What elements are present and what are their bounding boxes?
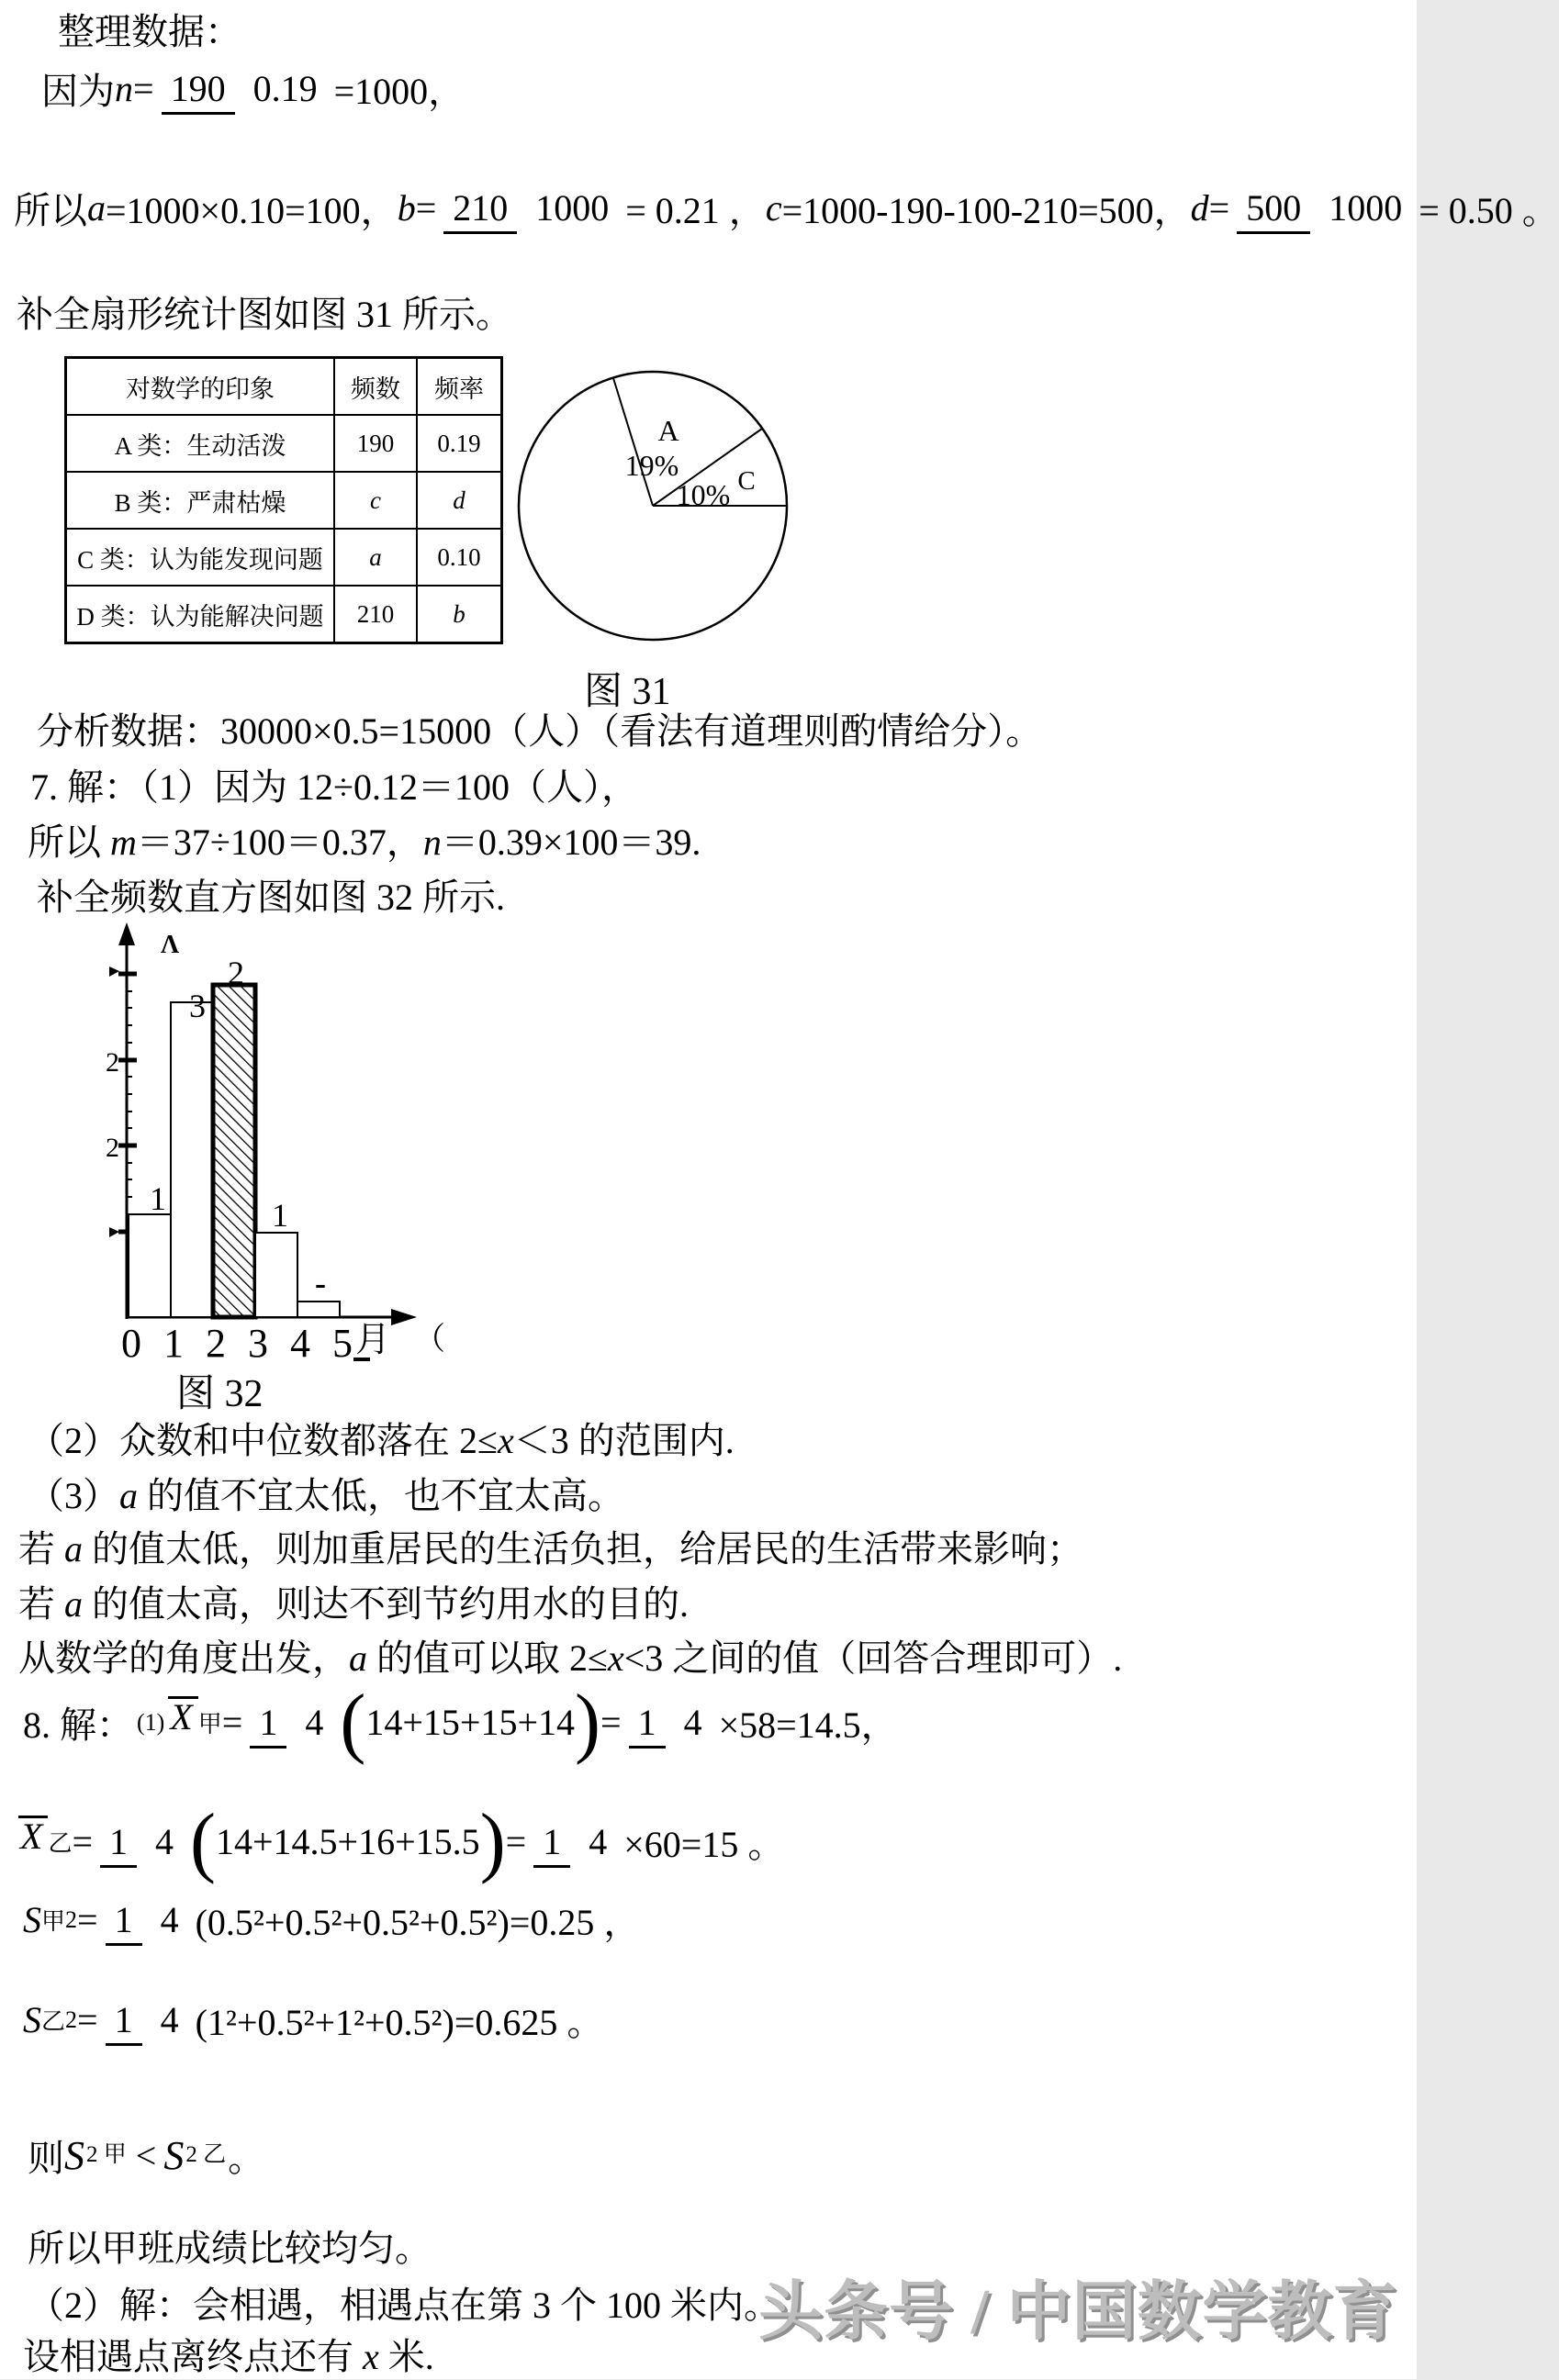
histogram-figure32 [78,918,445,1366]
bar-label-3-4: 1 [272,1197,288,1234]
eq-c: =1000-190-100-210=500， [781,190,1191,231]
eq-b: = [415,187,437,229]
formula-n [41,62,465,115]
pie-chart-figure31 [514,367,795,648]
figure31-caption: 图 31 [584,671,671,713]
var-a2: a [119,1475,138,1516]
y-axis-cut-label: 2 [106,1133,119,1163]
fraction [533,1820,616,1863]
compare-lead: 则 [28,2138,64,2179]
y-axis-arrow-icon [118,922,135,945]
s-symbol: S [23,1899,41,1940]
fraction [1237,186,1411,229]
less-than: < [135,2135,157,2176]
bar-label-2-3: 2 [228,955,244,991]
heading-organize-data: 整理数据： [58,11,241,52]
eq-b-tail: = 0.21 ， [625,190,766,231]
var-n2: n [422,821,442,863]
x-tick-3: 3 [248,1321,268,1366]
text-problem8-part2: （2）解：会相遇，相遇点在第 3 个 100 米内。 [28,2285,780,2326]
col-header-frequency: 频数 [334,358,417,416]
fraction-numerator: 1 [250,1702,286,1749]
var-n: n [115,68,133,109]
formula-xmean-yi: X 乙 = 1 4 ( 14+14.5+16+15.5 ) = 1 4 ×60=15 。 [20,1797,785,1885]
xbar-symbol: X [18,1816,48,1855]
var-d: d [1190,187,1209,229]
fraction-numerator: 1 [629,1702,666,1749]
table-row [66,586,502,643]
text-answer2: （2）众数和中位数都落在 2≤x＜3 的范围内. [28,1420,735,1461]
cell-category-d: D 类：认为能解决问题 [66,586,335,643]
fraction [629,1701,712,1744]
axis-cut-top-mark: Λ [161,931,180,959]
cell-freq-d: 210 [334,586,417,643]
equals: = [77,1999,98,2040]
text-let-x-meters: 设相遇点离终点还有 x 米. [23,2336,434,2377]
subscript-yi: 乙 [48,1830,73,1857]
formula-variance-jia [23,1894,640,1946]
subscript-yi: 乙 [203,2142,227,2168]
formula-abcd [14,182,1559,234]
eq-d: = [1208,187,1230,229]
fraction-denominator: 1000 [535,187,610,229]
variance-expression: (0.5²+0.5²+0.5²+0.5²)=0.25 ， [195,1902,641,1943]
text-a-too-high: 若 a 的值太高，则达不到节约用水的目的. [18,1583,689,1625]
var-a: a [87,187,106,229]
formula-variance-compare [28,2129,264,2182]
fraction [250,1701,332,1744]
var-x2: x [607,1637,624,1679]
text-complete-histogram: 补全频数直方图如图 32 所示. [37,877,505,918]
s-symbol: S [23,1999,41,2040]
pie-label-c: C [737,466,756,496]
var-a3: a [64,1528,83,1570]
pie-value-a: 19% [624,449,679,482]
eq-a: =1000×0.10=100， [106,190,398,231]
stats-table [64,356,503,644]
subscript-jia: 甲 [197,1711,222,1738]
stacked-supsub [185,2143,226,2167]
figure32-caption: 图 32 [176,1373,264,1415]
var-x: x [497,1420,514,1461]
bar-label-1-2: 3 [189,988,206,1024]
fraction [443,186,618,229]
text-analyze-data: 分析数据：30000×0.5=15000（人）（看法有道理则酌情给分）。 [37,710,1043,752]
equals: = [72,1821,94,1862]
pie-value-c: 10% [676,478,731,511]
fraction-numerator: 500 [1237,187,1310,234]
fraction-numerator: 190 [162,68,235,115]
var-a4: a [64,1583,83,1625]
var-a5: a [349,1637,367,1679]
x-tick-5: 5 [332,1321,353,1366]
table-header-row [66,358,502,416]
text-complete-pie-chart: 补全扇形统计图如图 31 所示。 [17,294,512,335]
bar-3-4 [255,1233,297,1317]
var-c: c [765,187,782,229]
var-m: m [110,821,137,863]
variance-expression: (1²+0.5²+1²+0.5²)=0.625 。 [195,2002,604,2043]
superscript-2: 2 [86,2142,98,2168]
fraction-numerator: 1 [106,1899,142,1946]
subscript-yi: 乙 [41,2008,66,2035]
s-symbol: S [163,2133,185,2178]
fraction-denominator: 4 [160,1899,179,1940]
x-axis-arrow-icon [391,1309,417,1325]
formula-abcd-lead: 所以 [14,190,87,231]
cell-category-a: A 类：生动活泼 [66,415,335,472]
formula-xmean-jia: 8. 解： (1) X 甲 = 1 4 ( 14+15+15+14 ) = 1 4 ×58=14.5， [23,1678,898,1766]
table-row [66,472,502,529]
x-axis-cut-paren: （ [414,1323,445,1357]
x-tick-4: 4 [290,1321,310,1366]
text-a-too-low: 若 a 的值太低，则加重居民的生活负担，给居民的生活带来影响； [18,1528,1083,1570]
fraction-denominator: 4 [155,1821,174,1862]
fraction [100,1820,183,1863]
sum-expression: 14+14.5+16+15.5 [216,1821,480,1862]
text-problem7-step1: 7. 解：（1）因为 12÷0.12＝100（人）， [30,766,638,808]
text-problem7-step2: 所以 m＝37÷100＝0.37，n＝0.39×100＝39. [28,821,701,863]
fraction-numerator: 1 [533,1821,570,1868]
equals: = [505,1821,527,1862]
fraction [162,67,327,110]
stacked-supsub [86,2143,127,2167]
fraction-denominator: 4 [589,1821,608,1862]
superscript-2: 2 [65,2006,78,2033]
text-math-viewpoint: 从数学的角度出发，a 的值可以取 2≤x<3 之间的值（回答合理即可）. [18,1637,1123,1679]
cell-category-b: B 类：严肃枯燥 [66,472,335,529]
var-x3: x [363,2336,379,2377]
cell-rate-b: d [453,486,465,514]
fraction-denominator: 4 [683,1702,702,1743]
table-row [66,415,502,472]
pie-sector-line-a-start [613,378,653,506]
formula-n-tail: =1000， [333,71,465,112]
bar-1-2 [171,1002,213,1317]
y-axis-cut-label: 2 [106,1047,119,1078]
subscript-jia: 甲 [41,1908,66,1935]
fraction-numerator: 210 [443,187,517,234]
formula-n-eq: = [133,68,154,109]
equals: = [600,1702,622,1743]
cell-freq-b: c [370,486,381,514]
s-symbol: S [64,2133,84,2178]
cell-rate-d: b [453,599,465,628]
superscript-2: 2 [185,2142,197,2168]
formula-lead: 8. 解： [23,1704,133,1746]
col-header-impression: 对数学的印象 [66,358,335,416]
fraction-denominator: 1000 [1329,187,1403,229]
table-row [66,529,502,586]
x-axis-unit-label: 月 [355,1321,391,1359]
bar-label-4-5: - [315,1265,326,1302]
formula-n-lead: 因为 [41,71,115,112]
bar-0-1 [129,1214,171,1317]
formula-tail: ×60=15 。 [623,1824,785,1865]
x-tick-1: 1 [163,1321,184,1366]
xbar-symbol: X [168,1696,197,1736]
y-axis-cut-label-mark [109,967,119,977]
equals: = [77,1899,98,1940]
fraction-denominator: 4 [305,1702,324,1743]
fraction [106,1898,188,1941]
fraction-numerator: 1 [106,1999,142,2046]
var-b: b [397,187,416,229]
superscript-2: 2 [65,1905,78,1933]
bar-4-5 [297,1302,340,1317]
cell-freq-c: a [369,542,382,571]
subscript-jia: 甲 [103,2142,127,2168]
cell-category-c: C 类：认为能发现问题 [66,529,335,586]
text-conclusion: 所以甲班成绩比较均匀。 [28,2228,432,2269]
cell-rate-a: 0.19 [417,415,502,472]
equals: = [221,1702,243,1743]
pie-label-a: A [657,414,679,447]
formula-tail: ×58=14.5， [718,1704,898,1746]
bar-2-3-hatched [213,985,255,1317]
compare-tail: 。 [228,2138,265,2179]
x-tick-0: 0 [121,1321,141,1366]
watermark: 头条号 / 中国数学教育 [758,2277,1398,2348]
fraction [106,1998,188,2041]
eq-d-tail: = 0.50 。 [1419,190,1559,231]
sum-expression: 14+15+15+14 [365,1702,576,1743]
text-answer3: （3）a 的值不宜太低，也不宜太高。 [28,1475,624,1516]
bar-label-0-1: 1 [150,1180,166,1217]
x-tick-2: 2 [206,1321,226,1366]
fraction-denominator: 4 [160,1999,179,2040]
fraction-numerator: 1 [100,1821,137,1868]
formula-variance-yi [23,1994,603,2046]
cell-rate-c: 0.10 [417,529,502,586]
part-number: (1) [137,1708,165,1736]
cell-freq-a: 190 [334,415,417,472]
y-axis-cut-label-mark [109,1227,119,1237]
fraction-denominator: 0.19 [252,68,318,109]
col-header-rate: 频率 [417,358,502,416]
